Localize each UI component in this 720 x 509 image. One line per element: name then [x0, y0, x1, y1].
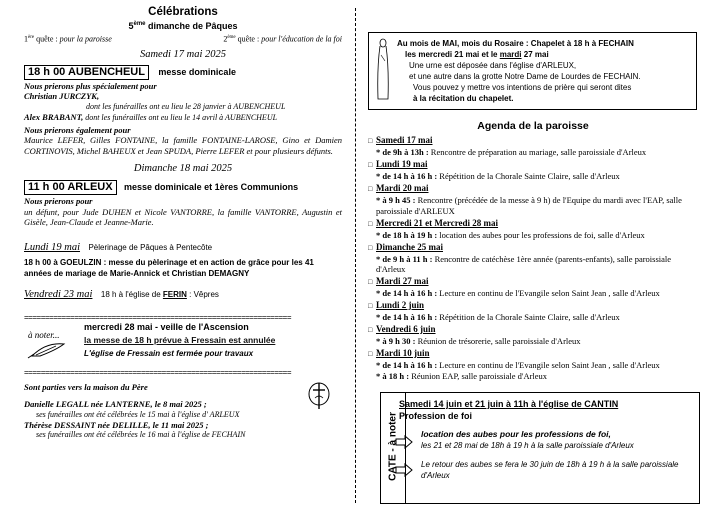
lundi-text: 18 h 00 à GOEULZIN : messe du pèlerinage et en action de grâce pour les 41 années de mariage de Marie-Annick et Christian DEMAGNY	[24, 257, 314, 278]
lundi-title: Pèlerinage de Pâques à Pentecôte	[88, 242, 213, 252]
death-2-text: ses funérailles ont été célébrées le 16 mai à l'église de FECHAIN	[36, 430, 246, 440]
sunday-intentions: Nous prierons pour un défunt, pour Jude DUHEN et Nicole VANTORRE, la famille VANTORRE, Augustin et Gisèle, Jean-Claude et Jeanne-Marie.	[24, 196, 342, 228]
quete-1: 1ère quête : pour la paroisse	[24, 34, 112, 44]
agenda-date: □ Mardi 10 juin	[368, 348, 430, 358]
cate-vertical-label: CATE - à noter	[387, 412, 399, 481]
column-divider	[355, 8, 356, 503]
cross-icon	[306, 380, 332, 410]
agenda-line: * de 14 h à 16 h : Répétition de la Chorale Sainte Claire, salle d'Arleux	[376, 312, 620, 322]
vendredi-section: Vendredi 23 mai 18 h à l'église de FERIN : Vêpres	[24, 288, 219, 300]
agenda-item	[368, 324, 698, 347]
agenda-line: * à 18 h : Réunion EAP, salle paroissiale d'Arleux	[376, 370, 548, 381]
checkbox-square-icon: □	[368, 350, 373, 358]
agenda-item	[368, 183, 698, 216]
agenda-item	[368, 135, 698, 158]
cate-item-2: Le retour des aubes se fera le 30 juin de 18h à 19 h à la salle paroissiale d'Arleux	[421, 460, 679, 480]
agenda-line: * à 9 h 30 : Réunion de trésorerie, salle paroissiale d'Arleux	[376, 336, 581, 346]
ascension-title: mercredi 28 mai - veille de l'Ascension	[84, 321, 249, 332]
arrow-right-icon	[395, 435, 413, 449]
cate-item-1: location des aubes pour les professions de foi, les 21 et 28 mai de 18h à 19 h à la salle paroissiale d'Arleux	[421, 429, 634, 450]
agenda-date: □ Mercredi 21 et Mercredi 28 mai	[368, 217, 499, 228]
quetes-row	[24, 33, 342, 45]
deaths-heading: Sont parties vers la maison du Père	[24, 381, 148, 392]
saturday-mass-label: messe dominicale	[158, 66, 236, 77]
sunday-mass-label: messe dominicale et 1ères Communions	[124, 182, 299, 193]
checkbox-square-icon: □	[368, 243, 373, 252]
agenda-date: □ Lundi 2 juin	[368, 300, 425, 310]
death-1-text: ses funérailles ont été célébrées le 15 mai à l'église d' ARLEUX	[36, 409, 240, 419]
ascension-line2: la messe de 18 h prévue à Fressain est annulée	[84, 334, 276, 345]
ascension-line3: L'église de Fressain est fermée pour travaux	[84, 348, 254, 358]
death-1-name: Danielle LEGALL née LANTERNE, le 8 mai 2025 ;	[24, 399, 207, 410]
agenda-line: * de 14 h à 16 h : Lecture en continu de l'Evangile selon Saint Jean , salle d'Arleux	[376, 360, 660, 370]
virgin-mary-icon	[375, 37, 391, 103]
agenda-date: □ Mardi 20 mai	[368, 183, 429, 193]
arrow-right-icon	[395, 463, 413, 477]
agenda-item	[368, 242, 698, 275]
celebrations-title: Célébrations	[148, 6, 218, 18]
agenda-item	[368, 276, 698, 299]
saturday-time-box: 18 h 00 AUBENCHEUL	[24, 65, 149, 80]
saturday-intentions: Nous prierons plus spécialement pour Christian JURCZYK, dont les funérailles ont eu lieu le 28 janvier à AUBENCHEUL Alex BRABANT, dont les funérailles ont eu lieu le 14 avril à AUBENCHEUL Nous prierons également pour Maurice LEFER, Gilles FONTAINE, la famille FONTAINE-LAROSE, Gino et Damien CORTINOVIS, Michel BAHEUX et Jean SPUDA, Pierre LEFER et pour plusieurs défunts.	[24, 80, 342, 156]
checkbox-square-icon: □	[368, 219, 373, 228]
agenda-date: □ Vendredi 6 juin	[368, 324, 436, 334]
sunday-heading: 5ème dimanche de Pâques	[128, 21, 238, 31]
agenda-line: * de 14 h à 16 h : Répétition de la Chorale Sainte Claire, salle d'Arleux	[376, 171, 620, 181]
agenda-date: □ Lundi 19 mai	[368, 159, 428, 169]
checkbox-square-icon: □	[368, 302, 373, 310]
ascension-notice	[24, 322, 342, 368]
saturday-mass-row	[24, 62, 342, 80]
death-2-name: Thérèse DESSAINT née DELILLE, le 11 mai 2025 ;	[24, 419, 209, 430]
cate-box	[380, 392, 700, 504]
agenda-line: * à 9 h 45 : Rencontre (précédée de la messe à 9 h) de l'Equipe du mardi avec l'EAP, salle paroissiale d'ARLEUX	[376, 195, 682, 216]
agenda-section	[368, 120, 698, 381]
vendredi-date: Vendredi 23 mai	[24, 288, 93, 300]
agenda-date: □ Mardi 27 mai	[368, 276, 429, 286]
agenda-item	[368, 218, 698, 241]
agenda-item	[368, 300, 698, 323]
sunday-time-box: 11 h 00 ARLEUX	[24, 180, 117, 195]
separator-top: ================================================================	[24, 314, 291, 321]
rosary-notice-box	[368, 32, 697, 110]
quete-2: 2ème quête : pour l'éducation de la foi	[223, 34, 342, 44]
cate-heading: Samedi 14 juin et 21 juin à 11h à l'église de CANTIN	[399, 399, 619, 409]
sunday-mass-row	[24, 177, 342, 195]
agenda-title: Agenda de la paroisse	[477, 120, 589, 132]
checkbox-square-icon: □	[368, 137, 373, 145]
lundi-section	[24, 237, 342, 279]
agenda-date: □ Dimanche 25 mai	[368, 241, 443, 252]
lundi-date: Lundi 19 mai	[24, 241, 81, 253]
agenda-line: * de 9 h à 11 h : Rencontre de catéchèse 1ère année (parents-enfants), salle paroissiale d'Arleux	[376, 253, 672, 274]
separator-bottom: ================================================================	[24, 369, 291, 376]
agenda-line: * de 9h à 13h : Rencontre de préparation au mariage, salle paroissiale d'Arleux	[376, 147, 647, 157]
agenda-date: □ Samedi 17 mai	[368, 135, 433, 145]
celebrations-column	[24, 6, 342, 506]
note-quill-icon	[26, 328, 72, 360]
cate-subheading: Profession de foi	[399, 411, 473, 421]
checkbox-square-icon: □	[368, 326, 373, 334]
agenda-item	[368, 159, 698, 182]
svg-text:à noter...: à noter...	[28, 329, 60, 340]
agenda-list	[368, 135, 698, 381]
agenda-line: * de 14 h à 16 h : Lecture en continu de l'Evangile selon Saint Jean , salle d'Arleux	[376, 288, 660, 298]
deaths-section	[24, 382, 342, 441]
checkbox-square-icon: □	[368, 185, 373, 193]
saturday-date: Samedi 17 mai 2025	[139, 48, 227, 60]
agenda-line: * de 18 h à 19 h : location des aubes pour les professions de foi, salle d'Arleux	[376, 229, 645, 240]
agenda-item	[368, 348, 698, 381]
sunday-date: Dimanche 18 mai 2025	[133, 163, 233, 175]
rosary-text: Au mois de MAI, mois du Rosaire : Chapelet à 18 h à FECHAIN les mercredi 21 mai et le mardi 27 mai Une urne est déposée dans l'église d'ARLEUX, et une autre dans la grotte Notre Dame de Lourdes de FECHAIN. Vous pouvez y mettre vos intentions de prière qui seront dites à la récitation du chapelet.	[397, 39, 641, 103]
checkbox-square-icon: □	[368, 278, 373, 286]
checkbox-square-icon: □	[368, 161, 373, 169]
